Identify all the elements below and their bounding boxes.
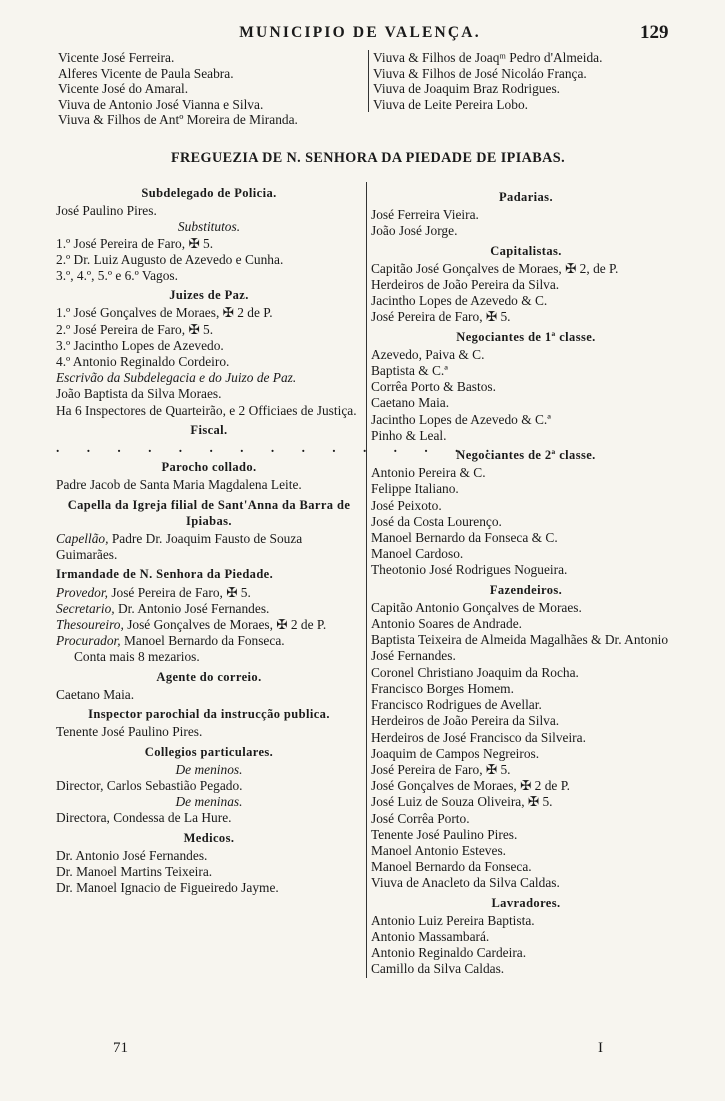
list-item: José Paulino Pires.: [56, 203, 157, 219]
section-heading: Collegios particulares.: [144, 744, 274, 759]
list-item: Theotonio José Rodrigues Nogueira.: [371, 562, 568, 578]
list-item: Coronel Christiano Joaquim da Rocha.: [371, 664, 579, 680]
list-item: Viuva de Leite Pereira Lobo.: [373, 96, 528, 112]
list-item: Viuva & Filhos de Joaqᵐ Pedro d'Almeida.: [373, 50, 603, 65]
list-item: [56, 617, 362, 633]
section-heading: Padarias.: [499, 190, 553, 204]
list-item: Manoel Cardoso.: [371, 546, 464, 562]
list-item: Herdeiros de João Pereira da Silva.: [371, 713, 560, 729]
section-subheading: De meninos.: [175, 761, 243, 777]
list-item: Caetano Maia.: [56, 686, 135, 702]
municipio-title: MUNICIPIO DE VALENÇA.: [239, 24, 481, 41]
list-item: Francisco Rodrigues de Avellar.: [371, 697, 542, 713]
list-item: Viuva & Filhos de José Nicoláo França.: [373, 65, 587, 81]
section-heading: Juizes de Paz.: [169, 288, 249, 303]
list-item: Jacintho Lopes de Azevedo & C.: [371, 293, 548, 309]
role-holder: Padre Dr. Joaquim Fausto de Souza Guimarães.: [56, 531, 303, 563]
list-item: Antonio Luiz Pereira Baptista.: [371, 912, 535, 928]
section-heading: Parocho collado.: [161, 460, 257, 475]
list-item: Dr. Antonio José Fernandes.: [56, 847, 208, 863]
list-item: Herdeiros de José Francisco da Silveira.: [371, 729, 586, 745]
list-item: Capitão José Gonçalves de Moraes, ✠ 2, de P.: [371, 260, 619, 276]
list-item: Padre Jacob de Santa Maria Magdalena Leite.: [56, 477, 302, 493]
list-item: 2.º José Pereira de Faro, ✠ 5.: [56, 321, 214, 337]
list-item: Directora, Condessa de La Hure.: [56, 810, 232, 826]
dot-leader: . . . . . . . . . . . . . . .: [56, 440, 502, 456]
list-item: 1.º José Pereira de Faro, ✠ 5.: [56, 235, 214, 251]
list-item: José da Costa Lourenço.: [371, 513, 502, 529]
list-item: 4.º Antonio Reginaldo Cordeiro.: [56, 354, 230, 370]
role-holder: Dr. Antonio José Fernandes.: [118, 600, 270, 616]
list-item: Manoel Bernardo da Fonseca & C.: [371, 530, 558, 546]
list-item: Pinho & Leal.: [371, 427, 447, 443]
list-item: [56, 585, 362, 601]
parish-columns: [56, 182, 678, 1054]
list-item: Felippe Italiano.: [371, 481, 459, 497]
section-heading: Lavradores.: [491, 895, 561, 910]
section-heading: Irmandade de N. Senhora da Piedade.: [56, 567, 274, 582]
list-item: Viuva & Filhos de Antº Moreira de Miranda.: [58, 112, 298, 128]
section-heading: Negociantes de 2ª classe.: [456, 448, 596, 463]
list-item: Antonio Massambará.: [371, 928, 490, 944]
continued-list: [58, 50, 678, 142]
list-item: Francisco Borges Homem.: [371, 680, 514, 696]
role-title: Thesoureiro,: [56, 617, 124, 633]
list-item: [56, 633, 362, 649]
role-title: Capellão,: [56, 531, 109, 547]
signature-mark-left: 71: [113, 1040, 128, 1056]
list-item: Corrêa Porto & Bastos.: [371, 379, 496, 395]
list-item: Viuva de Joaquim Braz Rodrigues.: [373, 81, 560, 97]
list-item: José Pereira de Faro, ✠ 5.: [371, 309, 511, 325]
continued-list-right: [368, 50, 683, 112]
list-item: Camillo da Silva Caldas.: [371, 961, 505, 977]
list-item: José Gonçalves de Moraes, ✠ 2 de P.: [371, 778, 571, 794]
list-item: José Peixoto.: [371, 497, 442, 513]
list-item: Viuva de Anacleto da Silva Caldas.: [371, 875, 560, 891]
signature-mark-right: I: [598, 1040, 603, 1056]
running-head: [0, 24, 725, 46]
list-item: Ha 6 Inspectores de Quarteirão, e 2 Officiaes de Justiça.: [56, 402, 357, 418]
section-subheading: Substitutos.: [177, 219, 241, 235]
list-item: João Baptista da Silva Moraes.: [56, 386, 222, 402]
list-item: [56, 531, 362, 563]
list-item: Dr. Manoel Martins Teixeira.: [56, 863, 213, 879]
list-item: Caetano Maia.: [371, 395, 450, 411]
list-item: Joaquim de Campos Negreiros.: [371, 745, 540, 761]
role-title: Procurador,: [56, 633, 121, 649]
section-heading: Fiscal.: [190, 422, 228, 437]
section-heading: Medicos.: [183, 830, 235, 845]
page-footer: [0, 1040, 725, 1060]
role-title: Secretario,: [56, 600, 115, 616]
list-item: Baptista Teixeira de Almeida Magalhães & Dr. Antonio José Fernandes.: [371, 632, 669, 664]
list-item: Azevedo, Paiva & C.: [371, 346, 485, 362]
list-item: 2.º Dr. Luiz Augusto de Azevedo e Cunha.: [56, 251, 284, 267]
list-item: Herdeiros de João Pereira da Silva.: [371, 277, 560, 293]
section-subheading: Escrivão da Subdelegacia e do Juizo de Paz.: [56, 370, 297, 386]
section-subheading: De meninas.: [175, 794, 243, 810]
section-heading: Capitalistas.: [490, 243, 562, 258]
section-heading: Fazendeiros.: [489, 582, 563, 597]
list-item: Alferes Vicente de Paula Seabra.: [58, 65, 234, 81]
parish-title: FREGUEZIA DE N. SENHORA DA PIEDADE DE IPIABAS.: [170, 150, 566, 166]
list-item: [56, 601, 362, 617]
role-holder: José Gonçalves de Moraes, ✠ 2 de P.: [127, 617, 327, 633]
list-item: José Pereira de Faro, ✠ 5.: [371, 761, 511, 777]
list-item: Manoel Antonio Esteves.: [371, 842, 507, 858]
list-item: Tenente José Paulino Pires.: [56, 724, 203, 740]
list-item: Dr. Manoel Ignacio de Figueiredo Jayme.: [56, 880, 279, 896]
list-item: Viuva de Antonio José Vianna e Silva.: [58, 96, 264, 112]
section-heading: Inspector parochial da instrucção publica.: [88, 707, 330, 722]
list-item: 3.º Jacintho Lopes de Azevedo.: [56, 337, 224, 353]
list-item: Tenente José Paulino Pires.: [371, 826, 518, 842]
list-item: Vicente José Ferreira.: [58, 50, 175, 65]
list-item: Jacintho Lopes de Azevedo & C.ª: [371, 411, 551, 427]
list-item: Baptista & C.ª: [371, 363, 448, 379]
role-title: Provedor,: [56, 584, 108, 600]
right-column: [366, 182, 681, 978]
list-item: José Luiz de Souza Oliveira, ✠ 5.: [371, 794, 553, 810]
section-heading: Agente do correio.: [156, 669, 262, 684]
list-item: Capitão Antonio Gonçalves de Moraes.: [371, 599, 582, 615]
continued-list-left: [58, 50, 363, 128]
list-item: 3.º, 4.º, 5.º e 6.º Vagos.: [56, 268, 178, 284]
spacer: [371, 182, 681, 186]
list-item: João José Jorge.: [371, 223, 458, 239]
section-heading: Subdelegado de Policia.: [141, 186, 277, 200]
role-holder: José Pereira de Faro, ✠ 5.: [111, 584, 251, 600]
section-heading: Capella da Igreja filial de Sant'Anna da Barra de Ipiabas.: [67, 497, 351, 528]
section-heading: Negociantes de 1ª classe.: [456, 329, 596, 344]
list-item: José Ferreira Vieira.: [371, 207, 479, 223]
list-item: Conta mais 8 mezarios.: [74, 649, 200, 665]
list-item: 1.º José Gonçalves de Moraes, ✠ 2 de P.: [56, 305, 273, 321]
list-item: José Corrêa Porto.: [371, 810, 470, 826]
list-item: Antonio Pereira & C.: [371, 465, 486, 481]
page-number: 129: [640, 22, 669, 43]
list-item: Manoel Bernardo da Fonseca.: [371, 859, 532, 875]
list-item: Antonio Reginaldo Cardeira.: [371, 945, 527, 961]
list-item: Antonio Soares de Andrade.: [371, 616, 522, 632]
list-item: Director, Carlos Sebastião Pegado.: [56, 777, 243, 793]
role-holder: Manoel Bernardo da Fonseca.: [123, 633, 285, 649]
list-item: Vicente José do Amaral.: [58, 81, 189, 97]
